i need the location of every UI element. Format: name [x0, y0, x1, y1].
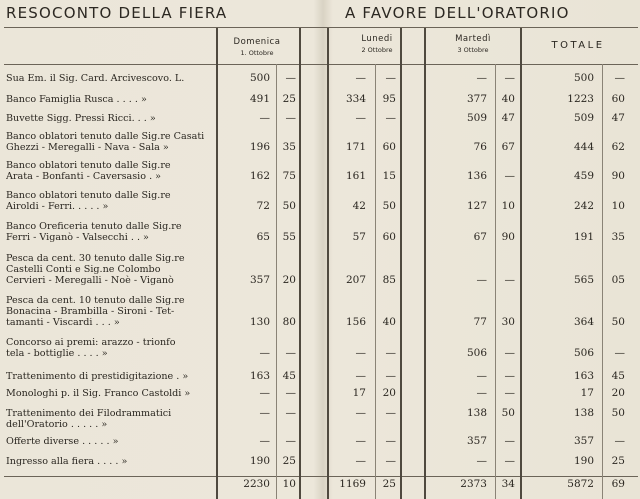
total-value: 5872	[567, 478, 594, 490]
row-label	[6, 160, 211, 182]
cell-value: 55	[282, 231, 296, 243]
cell-value: 565	[573, 274, 594, 286]
column-rule	[495, 64, 496, 499]
column-rule	[520, 28, 522, 499]
cell-value: 67	[501, 141, 515, 153]
row-label	[6, 337, 211, 359]
row-label-line: Cervieri - Meregalli - Noè - Viganò	[6, 275, 174, 286]
cell-value: —	[476, 387, 487, 399]
row-label-line: Sua Em. il Sig. Card. Arcivescovo. L.	[6, 73, 185, 84]
row-label	[6, 388, 211, 399]
cell-value: —	[614, 435, 625, 447]
cell-value: 80	[282, 316, 296, 328]
cell-value: —	[285, 387, 296, 399]
row-label-line: Pesca da cent. 30 tenuto dalle Sig.re	[6, 253, 185, 264]
cell-value: 50	[382, 200, 396, 212]
cell-value: —	[285, 347, 296, 359]
cell-value: 491	[249, 93, 270, 105]
column-header-date: 2 Ottobre	[361, 46, 393, 54]
column-rule	[375, 64, 376, 499]
cell-value: —	[355, 72, 366, 84]
header-bottom-rule	[4, 64, 638, 65]
cell-value: 161	[345, 170, 366, 182]
cell-value: —	[385, 112, 396, 124]
row-label	[6, 295, 211, 328]
cell-value: —	[385, 407, 396, 419]
row-label-line: Banco oblatori tenuto dalle Sig.re Casati	[6, 131, 205, 142]
cell-value: —	[355, 435, 366, 447]
cell-value: 45	[282, 370, 296, 382]
total-value: 2230	[243, 478, 270, 490]
total-value: 2373	[460, 478, 487, 490]
cell-value: 127	[466, 200, 487, 212]
cell-value: 35	[282, 141, 296, 153]
cell-value: 57	[352, 231, 366, 243]
cell-value: 10	[501, 200, 515, 212]
cell-value: 25	[282, 93, 296, 105]
row-label	[6, 456, 211, 467]
cell-value: 10	[611, 200, 625, 212]
column-rule	[400, 28, 402, 499]
cell-value: 500	[573, 72, 594, 84]
cell-value: 1223	[567, 93, 594, 105]
cell-value: 190	[573, 455, 594, 467]
cell-value: —	[355, 347, 366, 359]
row-label-line: Banco Famiglia Rusca . . . . »	[6, 94, 147, 105]
row-label-line: Trattenimento dei Filodrammatici	[6, 408, 172, 419]
cell-value: —	[385, 370, 396, 382]
cell-value: —	[259, 407, 270, 419]
cell-value: —	[355, 407, 366, 419]
column-header-day: Domenica	[233, 37, 281, 47]
cell-value: 20	[282, 274, 296, 286]
page-title-right: A FAVORE DELL'ORATORIO	[345, 4, 570, 22]
cell-value: —	[504, 387, 515, 399]
row-label	[6, 371, 211, 382]
cell-value: —	[285, 112, 296, 124]
row-label-line: Monologhi p. il Sig. Franco Castoldi »	[6, 388, 191, 399]
row-label-line: Ghezzi - Meregalli - Nava - Sala »	[6, 142, 169, 153]
cell-value: 40	[382, 316, 396, 328]
cell-value: —	[259, 112, 270, 124]
cell-value: 65	[256, 231, 270, 243]
cell-value: —	[259, 387, 270, 399]
cell-value: 20	[611, 387, 625, 399]
cell-value: 77	[473, 316, 487, 328]
cell-value: 42	[352, 200, 366, 212]
cell-value: 207	[345, 274, 366, 286]
row-label-line: Bonacina - Brambilla - Sironi - Tet-	[6, 306, 175, 317]
cell-value: 50	[282, 200, 296, 212]
cell-value: —	[285, 435, 296, 447]
cell-value: —	[259, 347, 270, 359]
cell-value: 75	[282, 170, 296, 182]
header-top-rule	[4, 27, 638, 28]
column-header-martedi	[426, 34, 520, 55]
row-label-line: Banco Oreficeria tenuto dalle Sig.re	[6, 221, 182, 232]
cell-value: —	[355, 112, 366, 124]
row-label-line: Trattenimento di prestidigitazione . »	[6, 371, 189, 382]
cell-value: 25	[282, 455, 296, 467]
column-rule	[299, 28, 301, 499]
column-header-date: 3 Ottobre	[457, 46, 489, 54]
cell-value: —	[504, 455, 515, 467]
row-label	[6, 221, 211, 243]
column-header-day: Martedì	[455, 34, 491, 44]
column-header-date: 1. Ottobre	[240, 49, 274, 57]
cell-value: —	[355, 370, 366, 382]
column-rule	[327, 28, 329, 499]
cell-value: 40	[501, 93, 515, 105]
column-header-domenica	[218, 37, 296, 58]
cell-value: 138	[573, 407, 594, 419]
row-label-line: dell'Oratorio . . . . . »	[6, 419, 108, 430]
cell-value: 62	[611, 141, 625, 153]
cell-value: 35	[611, 231, 625, 243]
cell-value: —	[504, 274, 515, 286]
cell-value: 17	[580, 387, 594, 399]
column-header-day: TOTALE	[551, 40, 605, 51]
row-label	[6, 73, 211, 84]
cell-value: 357	[249, 274, 270, 286]
row-label-line: Banco oblatori tenuto dalle Sig.re	[6, 160, 171, 171]
cell-value: 50	[611, 407, 625, 419]
row-label-line: Arata - Bonfanti - Caversasio . »	[6, 171, 162, 182]
cell-value: 72	[256, 200, 270, 212]
cell-value: 05	[611, 274, 625, 286]
cell-value: —	[476, 274, 487, 286]
column-rule	[216, 28, 218, 499]
cell-value: —	[476, 72, 487, 84]
total-value: 69	[611, 478, 625, 490]
cell-value: —	[504, 170, 515, 182]
cell-value: 85	[382, 274, 396, 286]
cell-value: 60	[611, 93, 625, 105]
row-label	[6, 253, 211, 286]
cell-value: 242	[573, 200, 594, 212]
column-header-lunedi	[330, 34, 424, 55]
row-label	[6, 131, 211, 153]
cell-value: —	[385, 435, 396, 447]
cell-value: 191	[573, 231, 594, 243]
row-label-line: Buvette Sigg. Pressi Ricci. . . »	[6, 113, 156, 124]
column-header-totale	[522, 41, 634, 51]
cell-value: —	[385, 347, 396, 359]
cell-value: —	[285, 407, 296, 419]
cell-value: 509	[466, 112, 487, 124]
cell-value: 17	[352, 387, 366, 399]
cell-value: 357	[573, 435, 594, 447]
cell-value: 163	[573, 370, 594, 382]
cell-value: 171	[345, 141, 366, 153]
cell-value: 500	[249, 72, 270, 84]
cell-value: 47	[611, 112, 625, 124]
column-header-day: Lunedi	[361, 34, 393, 44]
totals-rule	[4, 476, 638, 477]
cell-value: 377	[466, 93, 487, 105]
row-label	[6, 436, 211, 447]
cell-value: 90	[611, 170, 625, 182]
cell-value: 364	[573, 316, 594, 328]
cell-value: 20	[382, 387, 396, 399]
cell-value: 136	[466, 170, 487, 182]
cell-value: —	[476, 370, 487, 382]
cell-value: 196	[249, 141, 270, 153]
cell-value: 76	[473, 141, 487, 153]
cell-value: 444	[573, 141, 594, 153]
cell-value: 15	[382, 170, 396, 182]
row-label	[6, 408, 211, 430]
cell-value: —	[504, 435, 515, 447]
row-label-line: Pesca da cent. 10 tenuto dalle Sig.re	[6, 295, 185, 306]
row-label-line: Castelli Conti e Sig.ne Colombo	[6, 264, 161, 275]
row-label-line: Ferri - Viganò - Valsecchi . . »	[6, 232, 149, 243]
cell-value: 506	[466, 347, 487, 359]
cell-value: 50	[501, 407, 515, 419]
cell-value: 162	[249, 170, 270, 182]
column-rule	[602, 64, 603, 499]
cell-value: 67	[473, 231, 487, 243]
row-label	[6, 94, 211, 105]
cell-value: —	[504, 347, 515, 359]
cell-value: —	[259, 435, 270, 447]
row-label-line: Banco oblatori tenuto dalle Sig.re	[6, 190, 171, 201]
cell-value: —	[504, 370, 515, 382]
row-label-line: tamanti - Viscardi . . . »	[6, 317, 120, 328]
total-value: 25	[382, 478, 396, 490]
cell-value: 95	[382, 93, 396, 105]
cell-value: —	[504, 72, 515, 84]
cell-value: 190	[249, 455, 270, 467]
column-rule	[276, 64, 277, 499]
row-label	[6, 190, 211, 212]
cell-value: 60	[382, 141, 396, 153]
total-value: 10	[282, 478, 296, 490]
page-title-left: RESOCONTO DELLA FIERA	[6, 4, 228, 22]
total-value: 34	[501, 478, 515, 490]
cell-value: —	[385, 72, 396, 84]
total-value: 1169	[339, 478, 366, 490]
cell-value: 50	[611, 316, 625, 328]
row-label	[6, 113, 211, 124]
cell-value: —	[476, 455, 487, 467]
column-rule	[424, 28, 426, 499]
cell-value: 30	[501, 316, 515, 328]
cell-value: 60	[382, 231, 396, 243]
row-label-line: Offerte diverse . . . . . »	[6, 436, 119, 447]
cell-value: —	[285, 72, 296, 84]
row-label-line: Airoldi - Ferri. . . . . »	[6, 201, 109, 212]
cell-value: 45	[611, 370, 625, 382]
cell-value: 156	[345, 316, 366, 328]
row-label-line: Concorso ai premi: arazzo - trionfo	[6, 337, 176, 348]
cell-value: 334	[345, 93, 366, 105]
cell-value: 138	[466, 407, 487, 419]
cell-value: —	[355, 455, 366, 467]
cell-value: 90	[501, 231, 515, 243]
cell-value: —	[385, 455, 396, 467]
cell-value: 357	[466, 435, 487, 447]
row-label-line: tela - bottiglie . . . . »	[6, 348, 108, 359]
cell-value: —	[614, 347, 625, 359]
row-label-line: Ingresso alla fiera . . . . »	[6, 456, 128, 467]
cell-value: 459	[573, 170, 594, 182]
cell-value: 25	[611, 455, 625, 467]
cell-value: 163	[249, 370, 270, 382]
cell-value: 509	[573, 112, 594, 124]
cell-value: 130	[249, 316, 270, 328]
cell-value: 47	[501, 112, 515, 124]
cell-value: 506	[573, 347, 594, 359]
cell-value: —	[614, 72, 625, 84]
